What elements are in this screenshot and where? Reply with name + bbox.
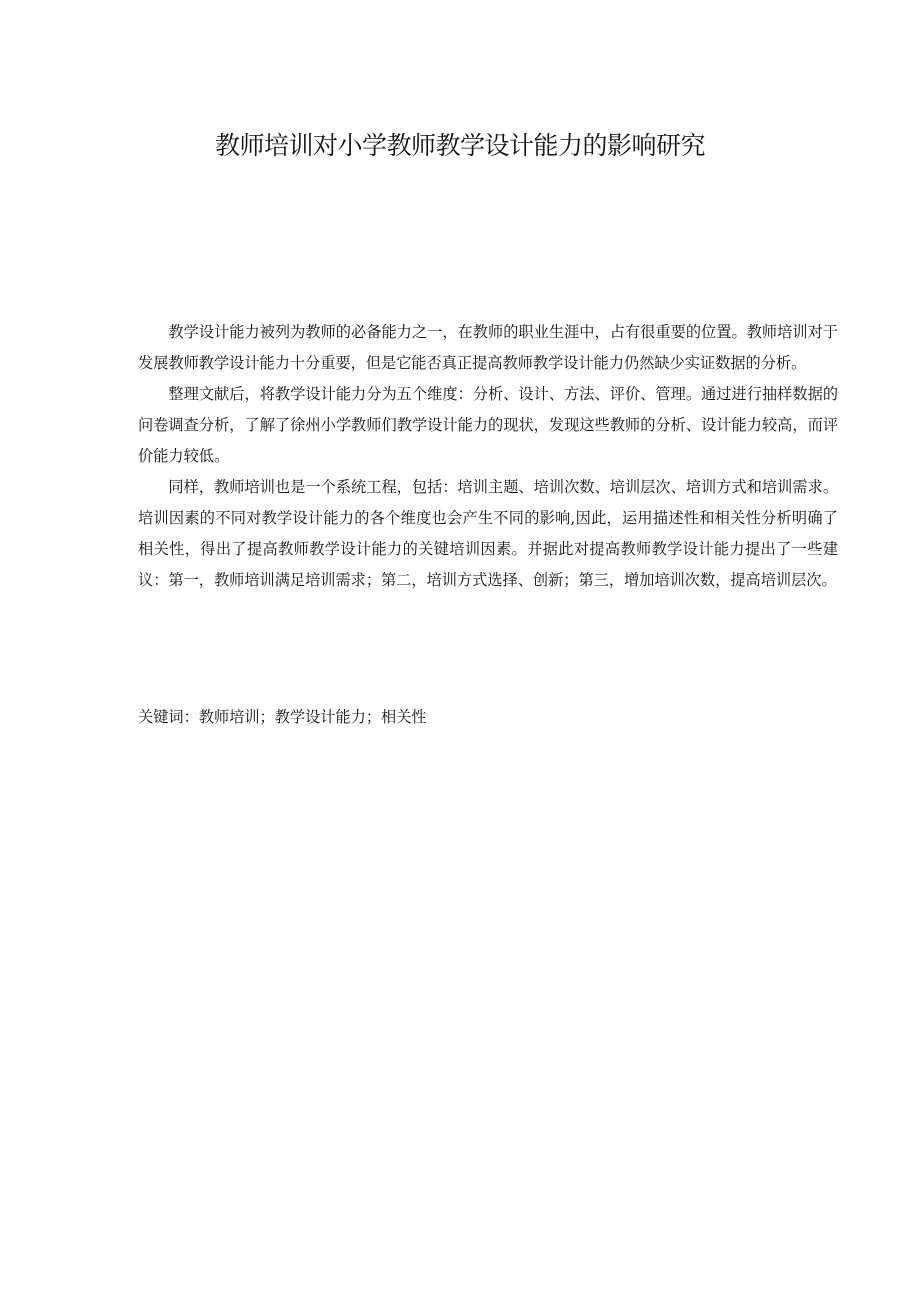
- keywords-line: [138, 702, 838, 733]
- abstract-body: [138, 317, 838, 596]
- keywords-label: 关键词：: [138, 708, 199, 726]
- abstract-paragraph-2: 整理文献后，将教学设计能力分为五个维度：分析、设计、方法、评价、管理。通过进行抽样数据的问卷调查分析，了解了徐州小学教师们教学设计能力的现状，发现这些教师的分析、设计能力较高，而评价能力较低。: [138, 385, 838, 465]
- paper-title: 教师培训对小学教师教学设计能力的影响研究: [214, 131, 705, 160]
- abstract-paragraph-1: 教学设计能力被列为教师的必备能力之一，在教师的职业生涯中，占有很重要的位置。教师培训对于发展教师教学设计能力十分重要，但是它能否真正提高教师教学设计能力仍然缺少实证数据的分析。: [138, 323, 838, 372]
- keywords-text: 教师培训；教学设计能力；相关性: [198, 708, 427, 726]
- abstract-paragraph-3: 同样，教师培训也是一个系统工程，包括：培训主题、培训次数、培训层次、培训方式和培训需求。培训因素的不同对教学设计能力的各个维度也会产生不同的影响,因此，运用描述性和相关性分析明确了相关性，得出了提高教师教学设计能力的关键培训因素。并据此对提高教师教学设计能力提出了一些建议：第一，教师培训满足培训需求；第二，培训方式选择、创新；第三，增加培训次数，提高培训层次。: [138, 478, 838, 589]
